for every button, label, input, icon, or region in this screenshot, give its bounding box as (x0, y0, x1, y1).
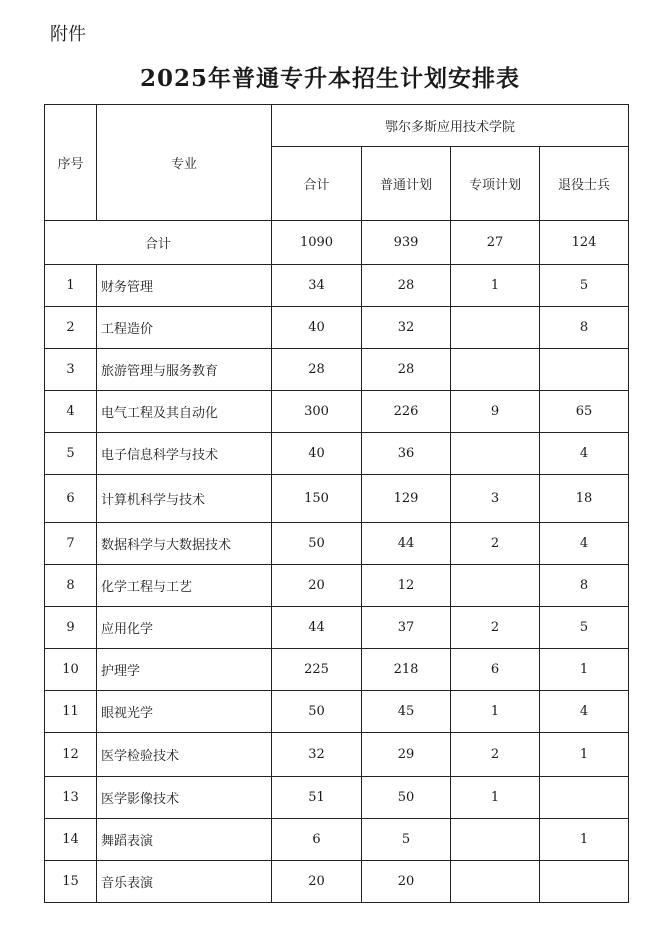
summary-regular: 939 (362, 221, 451, 265)
table-row (45, 691, 629, 733)
row-regular: 50 (362, 777, 451, 819)
row-seq: 8 (45, 565, 97, 607)
table-row (45, 777, 629, 819)
row-veteran: 4 (540, 523, 629, 565)
header-major: 专业 (97, 105, 272, 221)
summary-veteran: 124 (540, 221, 629, 265)
row-major: 舞蹈表演 (97, 819, 272, 861)
row-special (451, 565, 540, 607)
table-row (45, 733, 629, 777)
table-row (45, 265, 629, 307)
row-seq: 3 (45, 349, 97, 391)
row-regular: 28 (362, 265, 451, 307)
row-veteran (540, 861, 629, 903)
row-total: 32 (272, 733, 362, 777)
row-major: 旅游管理与服务教育 (97, 349, 272, 391)
row-veteran (540, 349, 629, 391)
header-seq: 序号 (45, 105, 97, 221)
row-total: 28 (272, 349, 362, 391)
row-total: 6 (272, 819, 362, 861)
row-veteran: 1 (540, 649, 629, 691)
table-row (45, 307, 629, 349)
row-major: 应用化学 (97, 607, 272, 649)
row-special: 1 (451, 777, 540, 819)
row-seq: 2 (45, 307, 97, 349)
row-total: 50 (272, 523, 362, 565)
row-major: 化学工程与工艺 (97, 565, 272, 607)
row-major: 数据科学与大数据技术 (97, 523, 272, 565)
row-total: 34 (272, 265, 362, 307)
table-row (45, 433, 629, 475)
row-regular: 218 (362, 649, 451, 691)
header-total: 合计 (272, 147, 362, 221)
summary-row (45, 221, 629, 265)
enrollment-plan-table (44, 104, 629, 903)
row-seq: 5 (45, 433, 97, 475)
row-special (451, 819, 540, 861)
row-seq: 6 (45, 475, 97, 523)
row-veteran: 8 (540, 307, 629, 349)
row-total: 40 (272, 433, 362, 475)
row-veteran: 65 (540, 391, 629, 433)
row-regular: 20 (362, 861, 451, 903)
row-total: 150 (272, 475, 362, 523)
summary-label: 合计 (45, 221, 272, 265)
row-veteran: 4 (540, 691, 629, 733)
row-special: 6 (451, 649, 540, 691)
row-regular: 45 (362, 691, 451, 733)
row-major: 电气工程及其自动化 (97, 391, 272, 433)
row-total: 51 (272, 777, 362, 819)
row-veteran: 18 (540, 475, 629, 523)
table-row (45, 607, 629, 649)
row-major: 医学检验技术 (97, 733, 272, 777)
row-regular: 37 (362, 607, 451, 649)
row-regular: 32 (362, 307, 451, 349)
header-regular: 普通计划 (362, 147, 451, 221)
row-seq: 10 (45, 649, 97, 691)
table-row (45, 349, 629, 391)
row-major: 医学影像技术 (97, 777, 272, 819)
table-row (45, 861, 629, 903)
row-major: 计算机科学与技术 (97, 475, 272, 523)
row-veteran: 4 (540, 433, 629, 475)
row-special: 2 (451, 733, 540, 777)
row-total: 50 (272, 691, 362, 733)
row-regular: 28 (362, 349, 451, 391)
row-special: 2 (451, 607, 540, 649)
row-special (451, 433, 540, 475)
header-special: 专项计划 (451, 147, 540, 221)
row-total: 20 (272, 861, 362, 903)
row-total: 300 (272, 391, 362, 433)
row-veteran: 5 (540, 265, 629, 307)
row-major: 电子信息科学与技术 (97, 433, 272, 475)
row-veteran: 1 (540, 733, 629, 777)
row-total: 40 (272, 307, 362, 349)
row-special (451, 349, 540, 391)
row-veteran: 5 (540, 607, 629, 649)
row-seq: 9 (45, 607, 97, 649)
table-row (45, 819, 629, 861)
row-regular: 36 (362, 433, 451, 475)
table-row (45, 391, 629, 433)
row-regular: 5 (362, 819, 451, 861)
row-special (451, 307, 540, 349)
table-row (45, 649, 629, 691)
row-special: 9 (451, 391, 540, 433)
header-school: 鄂尔多斯应用技术学院 (272, 105, 629, 147)
row-regular: 12 (362, 565, 451, 607)
row-seq: 15 (45, 861, 97, 903)
row-seq: 14 (45, 819, 97, 861)
row-special: 1 (451, 691, 540, 733)
summary-special: 27 (451, 221, 540, 265)
row-special: 3 (451, 475, 540, 523)
table-row (45, 565, 629, 607)
row-seq: 1 (45, 265, 97, 307)
row-regular: 129 (362, 475, 451, 523)
header-veteran: 退役士兵 (540, 147, 629, 221)
row-seq: 11 (45, 691, 97, 733)
row-seq: 4 (45, 391, 97, 433)
row-major: 工程造价 (97, 307, 272, 349)
row-special (451, 861, 540, 903)
row-major: 护理学 (97, 649, 272, 691)
row-regular: 226 (362, 391, 451, 433)
row-major: 财务管理 (97, 265, 272, 307)
row-regular: 29 (362, 733, 451, 777)
row-veteran: 1 (540, 819, 629, 861)
row-total: 20 (272, 565, 362, 607)
row-regular: 44 (362, 523, 451, 565)
row-total: 225 (272, 649, 362, 691)
row-special: 2 (451, 523, 540, 565)
row-seq: 7 (45, 523, 97, 565)
row-veteran (540, 777, 629, 819)
row-veteran: 8 (540, 565, 629, 607)
summary-total: 1090 (272, 221, 362, 265)
row-seq: 13 (45, 777, 97, 819)
row-special: 1 (451, 265, 540, 307)
row-major: 眼视光学 (97, 691, 272, 733)
attachment-label: 附件 (50, 24, 86, 45)
table-row (45, 523, 629, 565)
row-total: 44 (272, 607, 362, 649)
page-title: 2025年普通专升本招生计划安排表 (139, 65, 520, 92)
row-seq: 12 (45, 733, 97, 777)
row-major: 音乐表演 (97, 861, 272, 903)
table-row (45, 475, 629, 523)
